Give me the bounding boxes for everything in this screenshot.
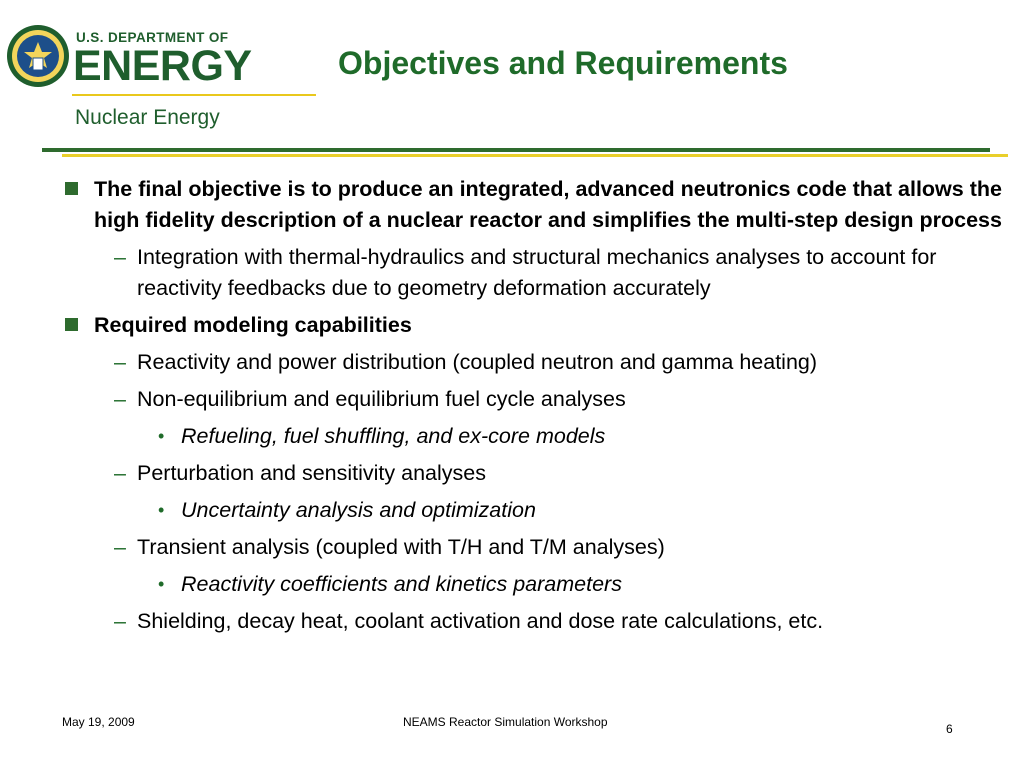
dot-bullet-icon: • [158, 574, 165, 594]
bullet-text: Required modeling capabilities [94, 313, 412, 337]
square-bullet-icon [65, 182, 78, 195]
sub-sub-bullet-text: Refueling, fuel shuffling, and ex-core models [181, 424, 606, 448]
sub-sub-bullet-item [62, 495, 1002, 526]
bullet-item [62, 310, 1002, 341]
footer-date: May 19, 2009 [62, 715, 135, 729]
slide-body [62, 174, 1002, 643]
sub-bullet-item [62, 458, 1002, 489]
sub-bullet-item [62, 532, 1002, 563]
dash-icon: – [114, 245, 126, 269]
sub-bullet-text: Integration with thermal-hydraulics and structural mechanics analyses to account for reactivity feedbacks due to geometry deformation accurately [137, 245, 937, 300]
dash-icon: – [114, 387, 126, 411]
sub-sub-bullet-item [62, 421, 1002, 452]
sub-bullet-item [62, 242, 1002, 304]
dot-bullet-icon: • [158, 426, 165, 446]
sub-bullet-item [62, 606, 1002, 637]
bullet-item [62, 174, 1002, 236]
office-subtitle: Nuclear Energy [75, 106, 220, 129]
dot-bullet-icon: • [158, 500, 165, 520]
title-rule-gold [62, 154, 1008, 157]
sub-bullet-text: Reactivity and power distribution (coupled neutron and gamma heating) [137, 350, 818, 374]
bullet-text: The final objective is to produce an integrated, advanced neutronics code that allows the high fidelity description of a nuclear reactor and simplifies the multi-step design process [94, 177, 1002, 232]
dash-icon: – [114, 609, 126, 633]
dash-icon: – [114, 461, 126, 485]
sub-sub-bullet-text: Reactivity coefficients and kinetics parameters [181, 572, 622, 596]
title-rule-green [42, 148, 990, 152]
sub-bullet-item [62, 384, 1002, 415]
sub-sub-bullet-text: Uncertainty analysis and optimization [181, 498, 536, 522]
doe-seal-icon [6, 24, 70, 88]
department-label: U.S. DEPARTMENT OF [76, 30, 229, 45]
dash-icon: – [114, 535, 126, 559]
page-number: 6 [946, 722, 953, 736]
sub-bullet-text: Perturbation and sensitivity analyses [137, 461, 486, 485]
logo-divider [72, 94, 316, 96]
sub-bullet-text: Shielding, decay heat, coolant activation and dose rate calculations, etc. [137, 609, 824, 633]
sub-bullet-item [62, 347, 1002, 378]
energy-wordmark: ENERGY [73, 42, 252, 90]
slide-title: Objectives and Requirements [338, 45, 788, 81]
sub-sub-bullet-item [62, 569, 1002, 600]
footer-event: NEAMS Reactor Simulation Workshop [403, 715, 608, 729]
square-bullet-icon [65, 318, 78, 331]
sub-bullet-text: Transient analysis (coupled with T/H and T/M analyses) [137, 535, 665, 559]
dash-icon: – [114, 350, 126, 374]
sub-bullet-text: Non-equilibrium and equilibrium fuel cycle analyses [137, 387, 626, 411]
